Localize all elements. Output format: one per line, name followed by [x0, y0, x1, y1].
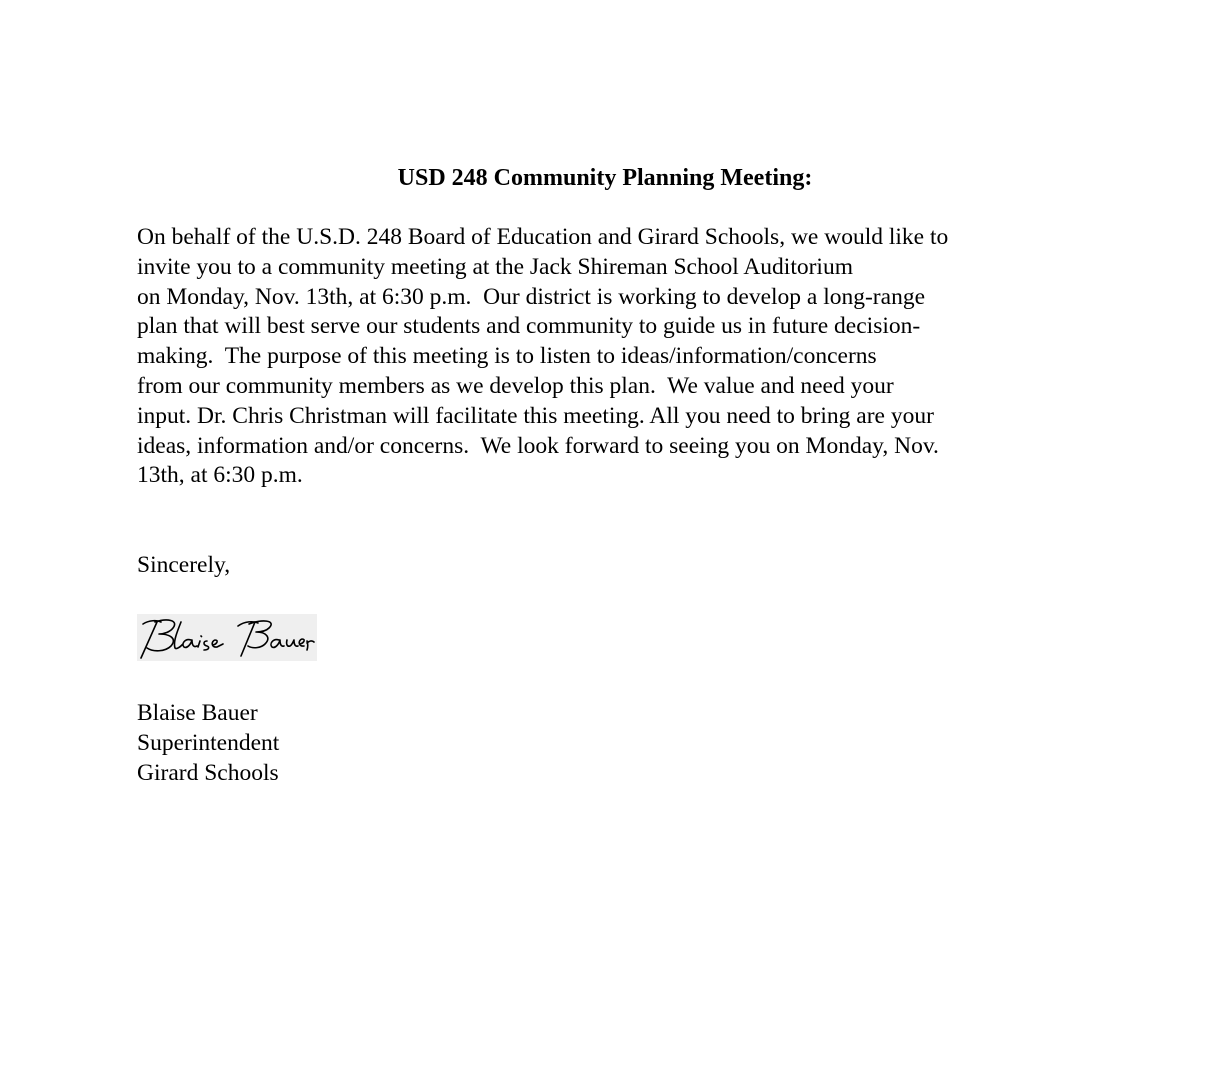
- signer-position: Superintendent: [137, 730, 280, 756]
- body-line: ideas, information and/or concerns. We look forward to seeing you on Monday, Nov.: [137, 432, 939, 459]
- body-line: on Monday, Nov. 13th, at 6:30 p.m. Our district is working to develop a long-range: [137, 283, 925, 310]
- body-line: input. Dr. Chris Christman will facilitate this meeting. All you need to bring are your: [137, 402, 934, 429]
- signer-organization: Girard Schools: [137, 760, 279, 786]
- body-line: plan that will best serve our students and community to guide us in future decision-: [137, 313, 921, 340]
- body-line: 13th, at 6:30 p.m.: [137, 462, 303, 489]
- letter-body: [137, 223, 1137, 491]
- body-line: On behalf of the U.S.D. 248 Board of Education and Girard Schools, we would like to: [137, 224, 949, 250]
- body-line: making. The purpose of this meeting is to listen to ideas/information/concerns: [137, 343, 877, 370]
- body-line: from our community members as we develop this plan. We value and need your: [137, 372, 894, 399]
- signer-block: [137, 698, 279, 788]
- letter-title: USD 248 Community Planning Meeting:: [397, 165, 813, 191]
- signer-name: Blaise Bauer: [137, 700, 258, 726]
- handwritten-signature: [137, 614, 317, 661]
- body-line: invite you to a community meeting at the Jack Shireman School Auditorium: [137, 253, 853, 280]
- signature-drawing: [137, 614, 317, 661]
- letter-closing: Sincerely,: [137, 552, 231, 578]
